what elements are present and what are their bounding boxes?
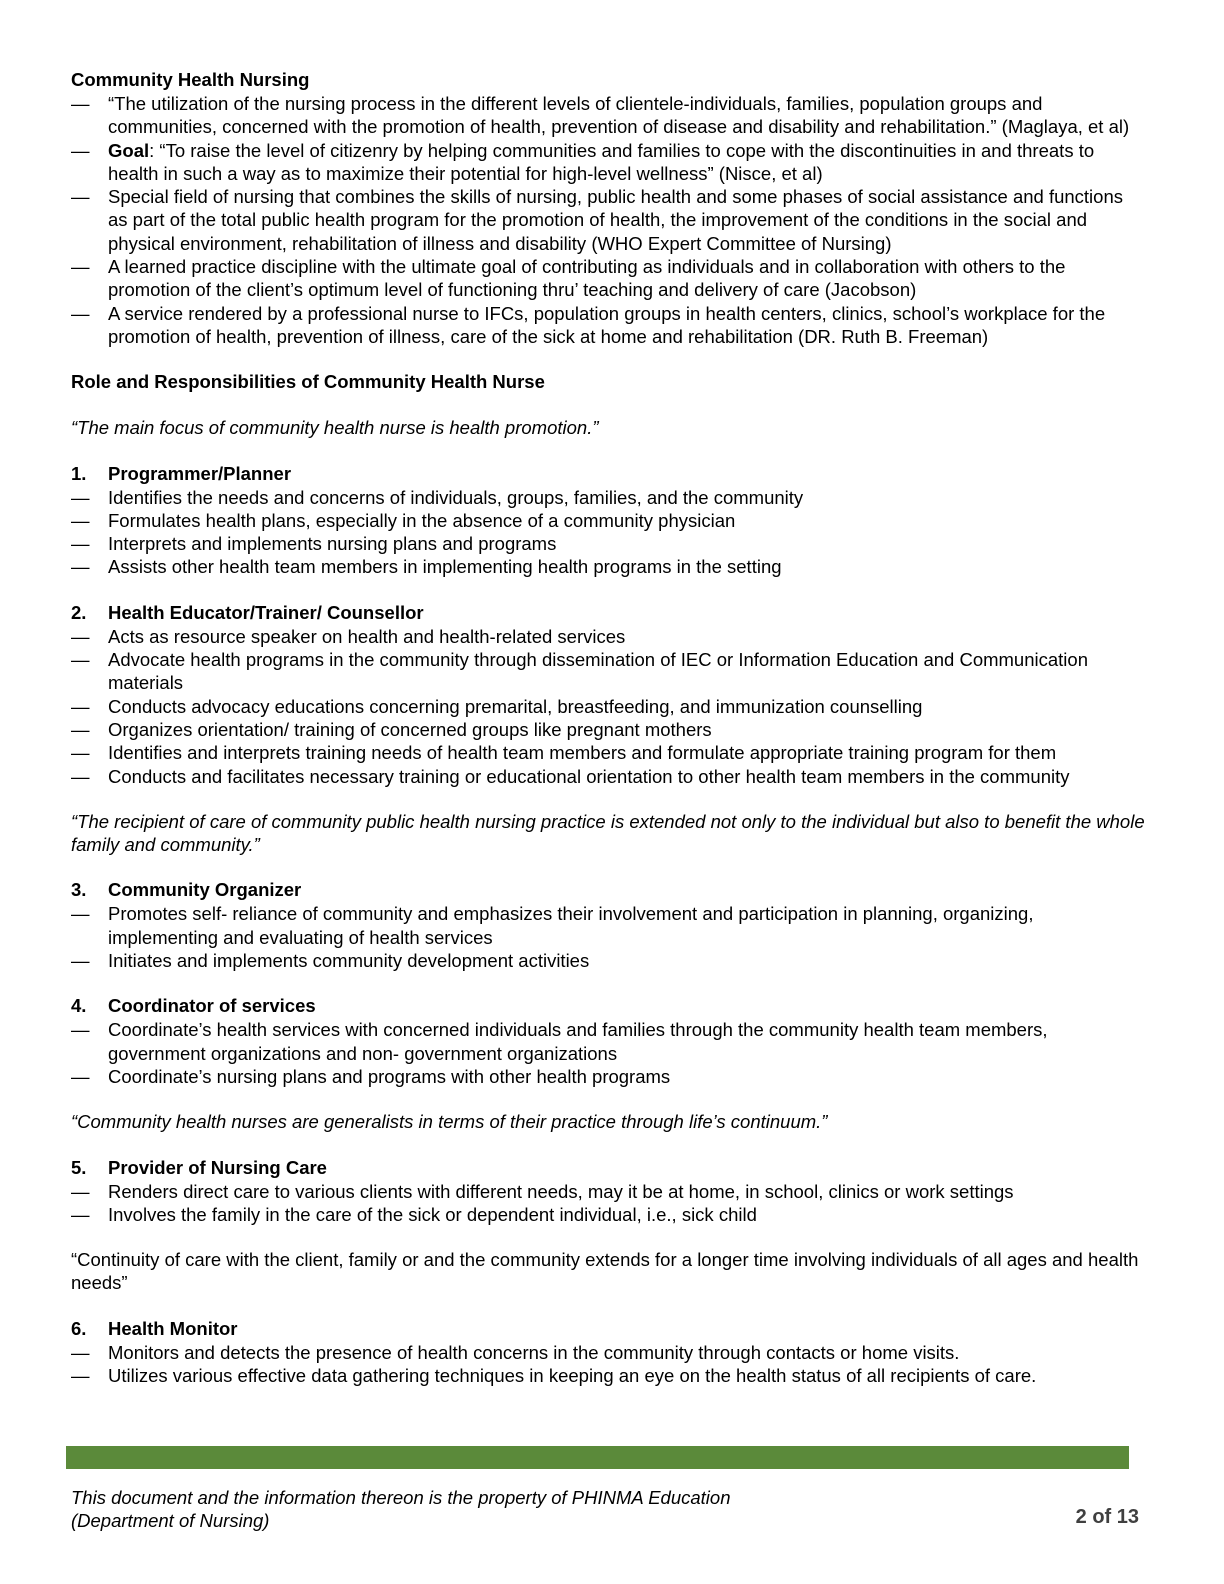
list-item: — Conducts advocacy educations concerning premarital, breastfeeding, and immunization counselling <box>71 695 923 717</box>
dash-bullet: — <box>71 1180 90 1202</box>
continuity-note: “Continuity of care with the client, family or and the community extends for a longer time involving individuals of all ages and health needs” <box>71 1249 1139 1294</box>
role-heading: 1. Programmer/Planner <box>71 462 292 484</box>
page-number: 2 of 13 <box>1075 1506 1139 1528</box>
list-item: — Special field of nursing that combines the skills of nursing, public health and some phases of social assistance and functions as part of the total public health program for the promotion of health, the improvement of the conditions in the social and physical environment, rehabilitation of illness and disability (WHO Expert Committee of Nursing) <box>71 186 1123 254</box>
definition-list <box>71 92 1146 348</box>
dash-bullet: — <box>71 1203 90 1225</box>
role-list <box>71 625 1146 788</box>
dash-bullet: — <box>71 1019 90 1041</box>
list-item: — Assists other health team members in implementing health programs in the setting <box>71 556 782 578</box>
list-item: — Advocate health programs in the community through dissemination of IEC or Information Education and Communication materials <box>71 649 1088 694</box>
dash-bullet: — <box>71 625 90 647</box>
list-item: — Acts as resource speaker on health and health-related services <box>71 625 626 647</box>
footer-accent-bar <box>66 1446 1129 1469</box>
dash-bullet: — <box>71 950 90 972</box>
role-list <box>71 1341 1146 1388</box>
role-list <box>71 902 1146 972</box>
dash-bullet: — <box>71 256 90 278</box>
role-heading: 6. Health Monitor <box>71 1317 238 1339</box>
dash-bullet: — <box>71 649 90 671</box>
list-item: — Renders direct care to various clients with different needs, may it be at home, in school, clinics or work settings <box>71 1180 1014 1202</box>
dash-bullet: — <box>71 533 90 555</box>
footer-notice: This document and the information thereon is the property of PHINMA Education (Department of Nursing) <box>71 1487 731 1531</box>
list-item: — Organizes orientation/ training of concerned groups like pregnant mothers <box>71 718 712 740</box>
dash-bullet: — <box>71 93 90 114</box>
dash-bullet: — <box>71 903 90 925</box>
dash-bullet: — <box>71 718 90 740</box>
recipient-quote: “The recipient of care of community public health nursing practice is extended not only to the individual but also to benefit the whole family and community.” <box>71 810 1145 856</box>
goal-label: Goal <box>108 139 150 161</box>
list-item: — Coordinate’s health services with concerned individuals and families through the community health team members, government organizations and non- government organizations <box>71 1019 1048 1064</box>
section-title: Role and Responsibilities of Community Health Nurse <box>71 371 545 393</box>
list-item: — Conducts and facilitates necessary training or educational orientation to other health team members in the community <box>71 765 1070 787</box>
role-heading: 2. Health Educator/Trainer/ Counsellor <box>71 601 424 623</box>
dash-bullet: — <box>71 509 90 531</box>
dash-bullet: — <box>71 486 90 508</box>
list-item: — Coordinate’s nursing plans and programs with other health programs <box>71 1065 671 1087</box>
list-item: — A service rendered by a professional nurse to IFCs, population groups in health centers, clinics, school’s workplace for the promotion of health, prevention of illness, care of the sick at home and rehabilitation (DR. Ruth B. Freeman) <box>71 302 1106 347</box>
dash-bullet: — <box>71 186 90 208</box>
list-item: — Involves the family in the care of the sick or dependent individual, i.e., sick child <box>71 1203 757 1225</box>
intro-quote: “The main focus of community health nurse is health promotion.” <box>71 417 599 439</box>
dash-bullet: — <box>71 1364 90 1386</box>
dash-bullet: — <box>71 1065 90 1087</box>
list-item: — “The utilization of the nursing process in the different levels of clientele-individuals, families, population groups and communities, concerned with the promotion of health, prevention of disease and disability and rehabilitation.” (Maglaya, et al) <box>71 93 1130 138</box>
dash-bullet: — <box>71 139 90 161</box>
role-list <box>71 486 1146 579</box>
document-body <box>71 68 1146 1387</box>
role-list <box>71 1018 1146 1088</box>
dash-bullet: — <box>71 1341 90 1363</box>
list-item: — Interprets and implements nursing plans and programs <box>71 533 557 555</box>
dash-bullet: — <box>71 765 90 787</box>
dash-bullet: — <box>71 695 90 717</box>
generalist-quote: “Community health nurses are generalists in terms of their practice through life’s continuum.” <box>71 1111 828 1133</box>
dash-bullet: — <box>71 556 90 578</box>
role-heading: 3. Community Organizer <box>71 879 302 901</box>
list-item: — Identifies and interprets training needs of health team members and formulate appropriate training program for them <box>71 742 1057 764</box>
list-item: — A learned practice discipline with the ultimate goal of contributing as individuals and in collaboration with others to the promotion of the client’s optimum level of functioning thru’ teaching and delivery of care (Jacobson) <box>71 256 1066 301</box>
list-item: — Promotes self- reliance of community and emphasizes their involvement and participation in planning, organizing, implementing and evaluating of health services <box>71 903 1034 948</box>
list-item: — Formulates health plans, especially in the absence of a community physician <box>71 509 736 531</box>
role-list <box>71 1180 1146 1227</box>
role-heading: 4. Coordinator of services <box>71 995 316 1017</box>
dash-bullet: — <box>71 302 90 324</box>
list-item: — Monitors and detects the presence of health concerns in the community through contacts or home visits. <box>71 1341 960 1363</box>
section-title: Community Health Nursing <box>71 69 310 90</box>
list-item: — Initiates and implements community development activities <box>71 950 590 972</box>
dash-bullet: — <box>71 742 90 764</box>
list-item: — Identifies the needs and concerns of individuals, groups, families, and the community <box>71 486 804 508</box>
list-item: — Goal: “To raise the level of citizenry by helping communities and families to cope with the discontinuities in and threats to health in such a way as to maximize their potential for high-level wellness” (Nisce, et al) <box>71 139 1095 184</box>
role-heading: 5. Provider of Nursing Care <box>71 1156 327 1178</box>
list-item: — Utilizes various effective data gathering techniques in keeping an eye on the health status of all recipients of care. <box>71 1364 1037 1386</box>
